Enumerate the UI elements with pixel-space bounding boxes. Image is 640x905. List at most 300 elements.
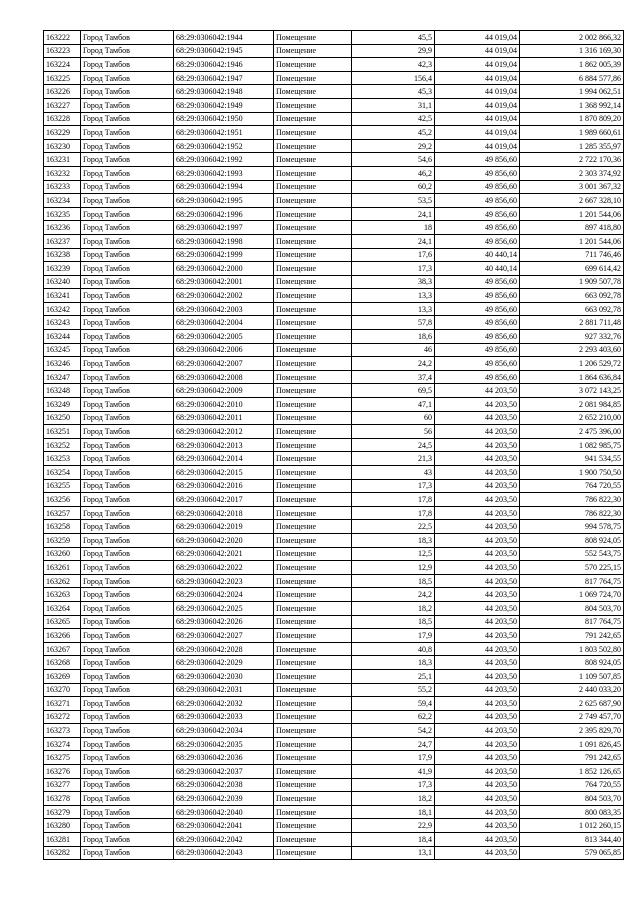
area-cell: 45,2 bbox=[352, 126, 435, 140]
object-type-cell: Помещение bbox=[274, 737, 352, 751]
row-number-cell: 163232 bbox=[44, 166, 81, 180]
unit-price-cell: 44 203,50 bbox=[435, 411, 520, 425]
cadastral-number-cell: 68:29:0306042:2002 bbox=[174, 289, 274, 303]
area-cell: 17,6 bbox=[352, 248, 435, 262]
unit-price-cell: 49 856,60 bbox=[435, 330, 520, 344]
cadastral-value-cell: 570 225,15 bbox=[520, 561, 624, 575]
object-type-cell: Помещение bbox=[274, 833, 352, 847]
unit-price-cell: 44 203,50 bbox=[435, 520, 520, 534]
area-cell: 42,5 bbox=[352, 112, 435, 126]
cadastral-value-cell: 791 242,65 bbox=[520, 751, 624, 765]
city-cell: Город Тамбов bbox=[81, 85, 174, 99]
row-number-cell: 163273 bbox=[44, 724, 81, 738]
row-number-cell: 163254 bbox=[44, 466, 81, 480]
cadastral-value-cell: 1 091 826,45 bbox=[520, 737, 624, 751]
row-number-cell: 163271 bbox=[44, 697, 81, 711]
cadastral-value-cell: 2 667 328,10 bbox=[520, 194, 624, 208]
table-row bbox=[44, 112, 624, 126]
area-cell: 18,2 bbox=[352, 792, 435, 806]
row-number-cell: 163249 bbox=[44, 398, 81, 412]
city-cell: Город Тамбов bbox=[81, 547, 174, 561]
cadastral-value-cell: 1 201 544,06 bbox=[520, 207, 624, 221]
area-cell: 29,9 bbox=[352, 44, 435, 58]
table-row bbox=[44, 561, 624, 575]
row-number-cell: 163268 bbox=[44, 656, 81, 670]
table-row bbox=[44, 126, 624, 140]
unit-price-cell: 49 856,60 bbox=[435, 207, 520, 221]
object-type-cell: Помещение bbox=[274, 289, 352, 303]
object-type-cell: Помещение bbox=[274, 506, 352, 520]
unit-price-cell: 44 203,50 bbox=[435, 588, 520, 602]
cadastral-value-cell: 699 614,42 bbox=[520, 262, 624, 276]
table-row bbox=[44, 180, 624, 194]
cadastral-value-cell: 6 884 577,86 bbox=[520, 71, 624, 85]
object-type-cell: Помещение bbox=[274, 778, 352, 792]
area-cell: 59,4 bbox=[352, 697, 435, 711]
area-cell: 17,9 bbox=[352, 629, 435, 643]
unit-price-cell: 44 203,50 bbox=[435, 642, 520, 656]
row-number-cell: 163251 bbox=[44, 425, 81, 439]
city-cell: Город Тамбов bbox=[81, 533, 174, 547]
cadastral-value-cell: 2 002 866,32 bbox=[520, 31, 624, 45]
unit-price-cell: 44 203,50 bbox=[435, 425, 520, 439]
object-type-cell: Помещение bbox=[274, 234, 352, 248]
cadastral-value-cell: 2 440 033,20 bbox=[520, 683, 624, 697]
unit-price-cell: 49 856,60 bbox=[435, 234, 520, 248]
cadastral-value-cell: 1 994 062,51 bbox=[520, 85, 624, 99]
cadastral-number-cell: 68:29:0306042:2025 bbox=[174, 601, 274, 615]
row-number-cell: 163264 bbox=[44, 601, 81, 615]
cadastral-number-cell: 68:29:0306042:1995 bbox=[174, 194, 274, 208]
cadastral-value-cell: 1 316 169,30 bbox=[520, 44, 624, 58]
row-number-cell: 163233 bbox=[44, 180, 81, 194]
area-cell: 18,1 bbox=[352, 805, 435, 819]
object-type-cell: Помещение bbox=[274, 615, 352, 629]
row-number-cell: 163223 bbox=[44, 44, 81, 58]
unit-price-cell: 49 856,60 bbox=[435, 370, 520, 384]
row-number-cell: 163279 bbox=[44, 805, 81, 819]
row-number-cell: 163227 bbox=[44, 98, 81, 112]
row-number-cell: 163238 bbox=[44, 248, 81, 262]
cadastral-value-cell: 552 543,75 bbox=[520, 547, 624, 561]
city-cell: Город Тамбов bbox=[81, 289, 174, 303]
unit-price-cell: 44 203,50 bbox=[435, 629, 520, 643]
object-type-cell: Помещение bbox=[274, 520, 352, 534]
area-cell: 18 bbox=[352, 221, 435, 235]
cadastral-value-cell: 2 293 403,60 bbox=[520, 343, 624, 357]
table-row bbox=[44, 833, 624, 847]
cadastral-value-cell: 579 065,85 bbox=[520, 846, 624, 860]
unit-price-cell: 44 203,50 bbox=[435, 683, 520, 697]
cadastral-value-cell: 817 764,75 bbox=[520, 615, 624, 629]
object-type-cell: Помещение bbox=[274, 805, 352, 819]
table-row bbox=[44, 398, 624, 412]
cadastral-number-cell: 68:29:0306042:2030 bbox=[174, 669, 274, 683]
cadastral-number-cell: 68:29:0306042:2028 bbox=[174, 642, 274, 656]
area-cell: 60 bbox=[352, 411, 435, 425]
area-cell: 47,1 bbox=[352, 398, 435, 412]
cadastral-value-cell: 663 092,78 bbox=[520, 289, 624, 303]
unit-price-cell: 44 203,50 bbox=[435, 398, 520, 412]
cadastral-number-cell: 68:29:0306042:2040 bbox=[174, 805, 274, 819]
area-cell: 17,8 bbox=[352, 493, 435, 507]
row-number-cell: 163263 bbox=[44, 588, 81, 602]
city-cell: Город Тамбов bbox=[81, 207, 174, 221]
table-row bbox=[44, 669, 624, 683]
unit-price-cell: 44 203,50 bbox=[435, 765, 520, 779]
unit-price-cell: 49 856,60 bbox=[435, 166, 520, 180]
city-cell: Город Тамбов bbox=[81, 438, 174, 452]
cadastral-number-cell: 68:29:0306042:1944 bbox=[174, 31, 274, 45]
area-cell: 18,3 bbox=[352, 656, 435, 670]
cadastral-number-cell: 68:29:0306042:1992 bbox=[174, 153, 274, 167]
object-type-cell: Помещение bbox=[274, 710, 352, 724]
cadastral-number-cell: 68:29:0306042:2033 bbox=[174, 710, 274, 724]
city-cell: Город Тамбов bbox=[81, 751, 174, 765]
unit-price-cell: 44 203,50 bbox=[435, 792, 520, 806]
row-number-cell: 163275 bbox=[44, 751, 81, 765]
table-row bbox=[44, 683, 624, 697]
table-row bbox=[44, 98, 624, 112]
row-number-cell: 163228 bbox=[44, 112, 81, 126]
row-number-cell: 163222 bbox=[44, 31, 81, 45]
unit-price-cell: 44 019,04 bbox=[435, 126, 520, 140]
city-cell: Город Тамбов bbox=[81, 588, 174, 602]
table-row bbox=[44, 71, 624, 85]
cadastral-number-cell: 68:29:0306042:2019 bbox=[174, 520, 274, 534]
city-cell: Город Тамбов bbox=[81, 778, 174, 792]
cadastral-number-cell: 68:29:0306042:2043 bbox=[174, 846, 274, 860]
cadastral-value-cell: 3 001 367,32 bbox=[520, 180, 624, 194]
city-cell: Город Тамбов bbox=[81, 493, 174, 507]
table-row bbox=[44, 533, 624, 547]
table-row bbox=[44, 547, 624, 561]
object-type-cell: Помещение bbox=[274, 398, 352, 412]
unit-price-cell: 49 856,60 bbox=[435, 194, 520, 208]
table-row bbox=[44, 737, 624, 751]
row-number-cell: 163239 bbox=[44, 262, 81, 276]
cadastral-number-cell: 68:29:0306042:2014 bbox=[174, 452, 274, 466]
row-number-cell: 163245 bbox=[44, 343, 81, 357]
area-cell: 29,2 bbox=[352, 139, 435, 153]
table-row bbox=[44, 642, 624, 656]
object-type-cell: Помещение bbox=[274, 302, 352, 316]
cadastral-number-cell: 68:29:0306042:2037 bbox=[174, 765, 274, 779]
cadastral-number-cell: 68:29:0306042:2035 bbox=[174, 737, 274, 751]
object-type-cell: Помещение bbox=[274, 370, 352, 384]
table-row bbox=[44, 275, 624, 289]
unit-price-cell: 49 856,60 bbox=[435, 343, 520, 357]
cadastral-value-cell: 1 069 724,70 bbox=[520, 588, 624, 602]
object-type-cell: Помещение bbox=[274, 724, 352, 738]
object-type-cell: Помещение bbox=[274, 316, 352, 330]
table-row bbox=[44, 44, 624, 58]
table-row bbox=[44, 615, 624, 629]
cadastral-value-cell: 800 083,35 bbox=[520, 805, 624, 819]
unit-price-cell: 44 019,04 bbox=[435, 85, 520, 99]
table-row bbox=[44, 819, 624, 833]
cadastral-number-cell: 68:29:0306042:1945 bbox=[174, 44, 274, 58]
object-type-cell: Помещение bbox=[274, 207, 352, 221]
cadastral-number-cell: 68:29:0306042:2007 bbox=[174, 357, 274, 371]
city-cell: Город Тамбов bbox=[81, 506, 174, 520]
row-number-cell: 163224 bbox=[44, 58, 81, 72]
cadastral-number-cell: 68:29:0306042:2032 bbox=[174, 697, 274, 711]
unit-price-cell: 44 203,50 bbox=[435, 466, 520, 480]
cadastral-number-cell: 68:29:0306042:1946 bbox=[174, 58, 274, 72]
table-row bbox=[44, 139, 624, 153]
object-type-cell: Помещение bbox=[274, 601, 352, 615]
city-cell: Город Тамбов bbox=[81, 520, 174, 534]
object-type-cell: Помещение bbox=[274, 275, 352, 289]
object-type-cell: Помещение bbox=[274, 683, 352, 697]
object-type-cell: Помещение bbox=[274, 330, 352, 344]
table-row bbox=[44, 629, 624, 643]
city-cell: Город Тамбов bbox=[81, 31, 174, 45]
cadastral-number-cell: 68:29:0306042:1993 bbox=[174, 166, 274, 180]
row-number-cell: 163231 bbox=[44, 153, 81, 167]
property-table bbox=[43, 30, 624, 860]
cadastral-number-cell: 68:29:0306042:1998 bbox=[174, 234, 274, 248]
object-type-cell: Помещение bbox=[274, 669, 352, 683]
row-number-cell: 163269 bbox=[44, 669, 81, 683]
city-cell: Город Тамбов bbox=[81, 398, 174, 412]
area-cell: 42,3 bbox=[352, 58, 435, 72]
cadastral-number-cell: 68:29:0306042:2036 bbox=[174, 751, 274, 765]
object-type-cell: Помещение bbox=[274, 819, 352, 833]
object-type-cell: Помещение bbox=[274, 98, 352, 112]
row-number-cell: 163274 bbox=[44, 737, 81, 751]
cadastral-number-cell: 68:29:0306042:2041 bbox=[174, 819, 274, 833]
object-type-cell: Помещение bbox=[274, 31, 352, 45]
table-row bbox=[44, 425, 624, 439]
row-number-cell: 163277 bbox=[44, 778, 81, 792]
area-cell: 55,2 bbox=[352, 683, 435, 697]
cadastral-number-cell: 68:29:0306042:2024 bbox=[174, 588, 274, 602]
unit-price-cell: 44 019,04 bbox=[435, 112, 520, 126]
table-row bbox=[44, 316, 624, 330]
object-type-cell: Помещение bbox=[274, 656, 352, 670]
unit-price-cell: 49 856,60 bbox=[435, 153, 520, 167]
cadastral-value-cell: 711 746,46 bbox=[520, 248, 624, 262]
table-row bbox=[44, 710, 624, 724]
city-cell: Город Тамбов bbox=[81, 574, 174, 588]
table-row bbox=[44, 452, 624, 466]
cadastral-number-cell: 68:29:0306042:2015 bbox=[174, 466, 274, 480]
object-type-cell: Помещение bbox=[274, 411, 352, 425]
cadastral-value-cell: 2 652 210,00 bbox=[520, 411, 624, 425]
city-cell: Город Тамбов bbox=[81, 44, 174, 58]
city-cell: Город Тамбов bbox=[81, 343, 174, 357]
table-row bbox=[44, 289, 624, 303]
cadastral-value-cell: 804 503,70 bbox=[520, 792, 624, 806]
city-cell: Город Тамбов bbox=[81, 194, 174, 208]
object-type-cell: Помещение bbox=[274, 466, 352, 480]
row-number-cell: 163236 bbox=[44, 221, 81, 235]
city-cell: Город Тамбов bbox=[81, 316, 174, 330]
area-cell: 21,3 bbox=[352, 452, 435, 466]
cadastral-value-cell: 764 720,55 bbox=[520, 778, 624, 792]
object-type-cell: Помещение bbox=[274, 425, 352, 439]
cadastral-number-cell: 68:29:0306042:2005 bbox=[174, 330, 274, 344]
table-row bbox=[44, 221, 624, 235]
object-type-cell: Помещение bbox=[274, 384, 352, 398]
object-type-cell: Помещение bbox=[274, 71, 352, 85]
city-cell: Город Тамбов bbox=[81, 262, 174, 276]
cadastral-number-cell: 68:29:0306042:1952 bbox=[174, 139, 274, 153]
area-cell: 22,9 bbox=[352, 819, 435, 833]
city-cell: Город Тамбов bbox=[81, 71, 174, 85]
city-cell: Город Тамбов bbox=[81, 601, 174, 615]
area-cell: 24,1 bbox=[352, 234, 435, 248]
unit-price-cell: 44 203,50 bbox=[435, 805, 520, 819]
unit-price-cell: 49 856,60 bbox=[435, 302, 520, 316]
object-type-cell: Помещение bbox=[274, 629, 352, 643]
row-number-cell: 163281 bbox=[44, 833, 81, 847]
object-type-cell: Помещение bbox=[274, 697, 352, 711]
object-type-cell: Помещение bbox=[274, 765, 352, 779]
object-type-cell: Помещение bbox=[274, 452, 352, 466]
object-type-cell: Помещение bbox=[274, 642, 352, 656]
unit-price-cell: 44 203,50 bbox=[435, 615, 520, 629]
city-cell: Город Тамбов bbox=[81, 357, 174, 371]
row-number-cell: 163247 bbox=[44, 370, 81, 384]
cadastral-value-cell: 786 822,30 bbox=[520, 506, 624, 520]
object-type-cell: Помещение bbox=[274, 357, 352, 371]
city-cell: Город Тамбов bbox=[81, 792, 174, 806]
city-cell: Город Тамбов bbox=[81, 452, 174, 466]
cadastral-value-cell: 2 395 829,70 bbox=[520, 724, 624, 738]
cadastral-number-cell: 68:29:0306042:2031 bbox=[174, 683, 274, 697]
unit-price-cell: 44 203,50 bbox=[435, 751, 520, 765]
cadastral-value-cell: 1 201 544,06 bbox=[520, 234, 624, 248]
area-cell: 18,5 bbox=[352, 574, 435, 588]
row-number-cell: 163248 bbox=[44, 384, 81, 398]
table-row bbox=[44, 166, 624, 180]
row-number-cell: 163256 bbox=[44, 493, 81, 507]
cadastral-number-cell: 68:29:0306042:2042 bbox=[174, 833, 274, 847]
cadastral-value-cell: 1 012 260,15 bbox=[520, 819, 624, 833]
area-cell: 25,1 bbox=[352, 669, 435, 683]
city-cell: Город Тамбов bbox=[81, 112, 174, 126]
unit-price-cell: 44 203,50 bbox=[435, 710, 520, 724]
table-row bbox=[44, 85, 624, 99]
row-number-cell: 163278 bbox=[44, 792, 81, 806]
object-type-cell: Помещение bbox=[274, 112, 352, 126]
table-row bbox=[44, 370, 624, 384]
unit-price-cell: 44 203,50 bbox=[435, 737, 520, 751]
unit-price-cell: 44 203,50 bbox=[435, 533, 520, 547]
unit-price-cell: 44 203,50 bbox=[435, 846, 520, 860]
area-cell: 12,5 bbox=[352, 547, 435, 561]
table-row bbox=[44, 724, 624, 738]
row-number-cell: 163282 bbox=[44, 846, 81, 860]
table-row bbox=[44, 697, 624, 711]
city-cell: Город Тамбов bbox=[81, 58, 174, 72]
cadastral-number-cell: 68:29:0306042:2021 bbox=[174, 547, 274, 561]
cadastral-number-cell: 68:29:0306042:2017 bbox=[174, 493, 274, 507]
unit-price-cell: 49 856,60 bbox=[435, 289, 520, 303]
row-number-cell: 163237 bbox=[44, 234, 81, 248]
property-table-body bbox=[44, 31, 624, 860]
row-number-cell: 163255 bbox=[44, 479, 81, 493]
city-cell: Город Тамбов bbox=[81, 656, 174, 670]
row-number-cell: 163276 bbox=[44, 765, 81, 779]
cadastral-number-cell: 68:29:0306042:1999 bbox=[174, 248, 274, 262]
unit-price-cell: 44 203,50 bbox=[435, 833, 520, 847]
city-cell: Город Тамбов bbox=[81, 629, 174, 643]
cadastral-value-cell: 791 242,65 bbox=[520, 629, 624, 643]
table-row bbox=[44, 751, 624, 765]
object-type-cell: Помещение bbox=[274, 751, 352, 765]
unit-price-cell: 44 203,50 bbox=[435, 561, 520, 575]
area-cell: 43 bbox=[352, 466, 435, 480]
cadastral-number-cell: 68:29:0306042:2018 bbox=[174, 506, 274, 520]
area-cell: 24,7 bbox=[352, 737, 435, 751]
area-cell: 156,4 bbox=[352, 71, 435, 85]
row-number-cell: 163280 bbox=[44, 819, 81, 833]
cadastral-value-cell: 1 109 507,85 bbox=[520, 669, 624, 683]
table-row bbox=[44, 262, 624, 276]
cadastral-number-cell: 68:29:0306042:2020 bbox=[174, 533, 274, 547]
area-cell: 13,3 bbox=[352, 289, 435, 303]
unit-price-cell: 44 203,50 bbox=[435, 669, 520, 683]
area-cell: 18,5 bbox=[352, 615, 435, 629]
row-number-cell: 163265 bbox=[44, 615, 81, 629]
table-row bbox=[44, 792, 624, 806]
row-number-cell: 163242 bbox=[44, 302, 81, 316]
table-row bbox=[44, 466, 624, 480]
cadastral-number-cell: 68:29:0306042:2001 bbox=[174, 275, 274, 289]
object-type-cell: Помещение bbox=[274, 44, 352, 58]
cadastral-value-cell: 2 625 687,90 bbox=[520, 697, 624, 711]
object-type-cell: Помещение bbox=[274, 126, 352, 140]
table-row bbox=[44, 153, 624, 167]
table-row bbox=[44, 343, 624, 357]
object-type-cell: Помещение bbox=[274, 58, 352, 72]
cadastral-number-cell: 68:29:0306042:2010 bbox=[174, 398, 274, 412]
area-cell: 24,5 bbox=[352, 438, 435, 452]
area-cell: 18,4 bbox=[352, 833, 435, 847]
area-cell: 17,3 bbox=[352, 479, 435, 493]
unit-price-cell: 49 856,60 bbox=[435, 180, 520, 194]
cadastral-number-cell: 68:29:0306042:2023 bbox=[174, 574, 274, 588]
row-number-cell: 163266 bbox=[44, 629, 81, 643]
area-cell: 60,2 bbox=[352, 180, 435, 194]
city-cell: Город Тамбов bbox=[81, 330, 174, 344]
table-row bbox=[44, 656, 624, 670]
area-cell: 24,2 bbox=[352, 588, 435, 602]
cadastral-number-cell: 68:29:0306042:2039 bbox=[174, 792, 274, 806]
cadastral-value-cell: 813 344,40 bbox=[520, 833, 624, 847]
cadastral-value-cell: 3 072 143,25 bbox=[520, 384, 624, 398]
area-cell: 54,6 bbox=[352, 153, 435, 167]
row-number-cell: 163234 bbox=[44, 194, 81, 208]
cadastral-number-cell: 68:29:0306042:2006 bbox=[174, 343, 274, 357]
city-cell: Город Тамбов bbox=[81, 669, 174, 683]
object-type-cell: Помещение bbox=[274, 846, 352, 860]
row-number-cell: 163252 bbox=[44, 438, 81, 452]
row-number-cell: 163230 bbox=[44, 139, 81, 153]
city-cell: Город Тамбов bbox=[81, 466, 174, 480]
row-number-cell: 163226 bbox=[44, 85, 81, 99]
table-row bbox=[44, 778, 624, 792]
row-number-cell: 163270 bbox=[44, 683, 81, 697]
city-cell: Город Тамбов bbox=[81, 153, 174, 167]
row-number-cell: 163244 bbox=[44, 330, 81, 344]
cadastral-number-cell: 68:29:0306042:1997 bbox=[174, 221, 274, 235]
table-row bbox=[44, 765, 624, 779]
